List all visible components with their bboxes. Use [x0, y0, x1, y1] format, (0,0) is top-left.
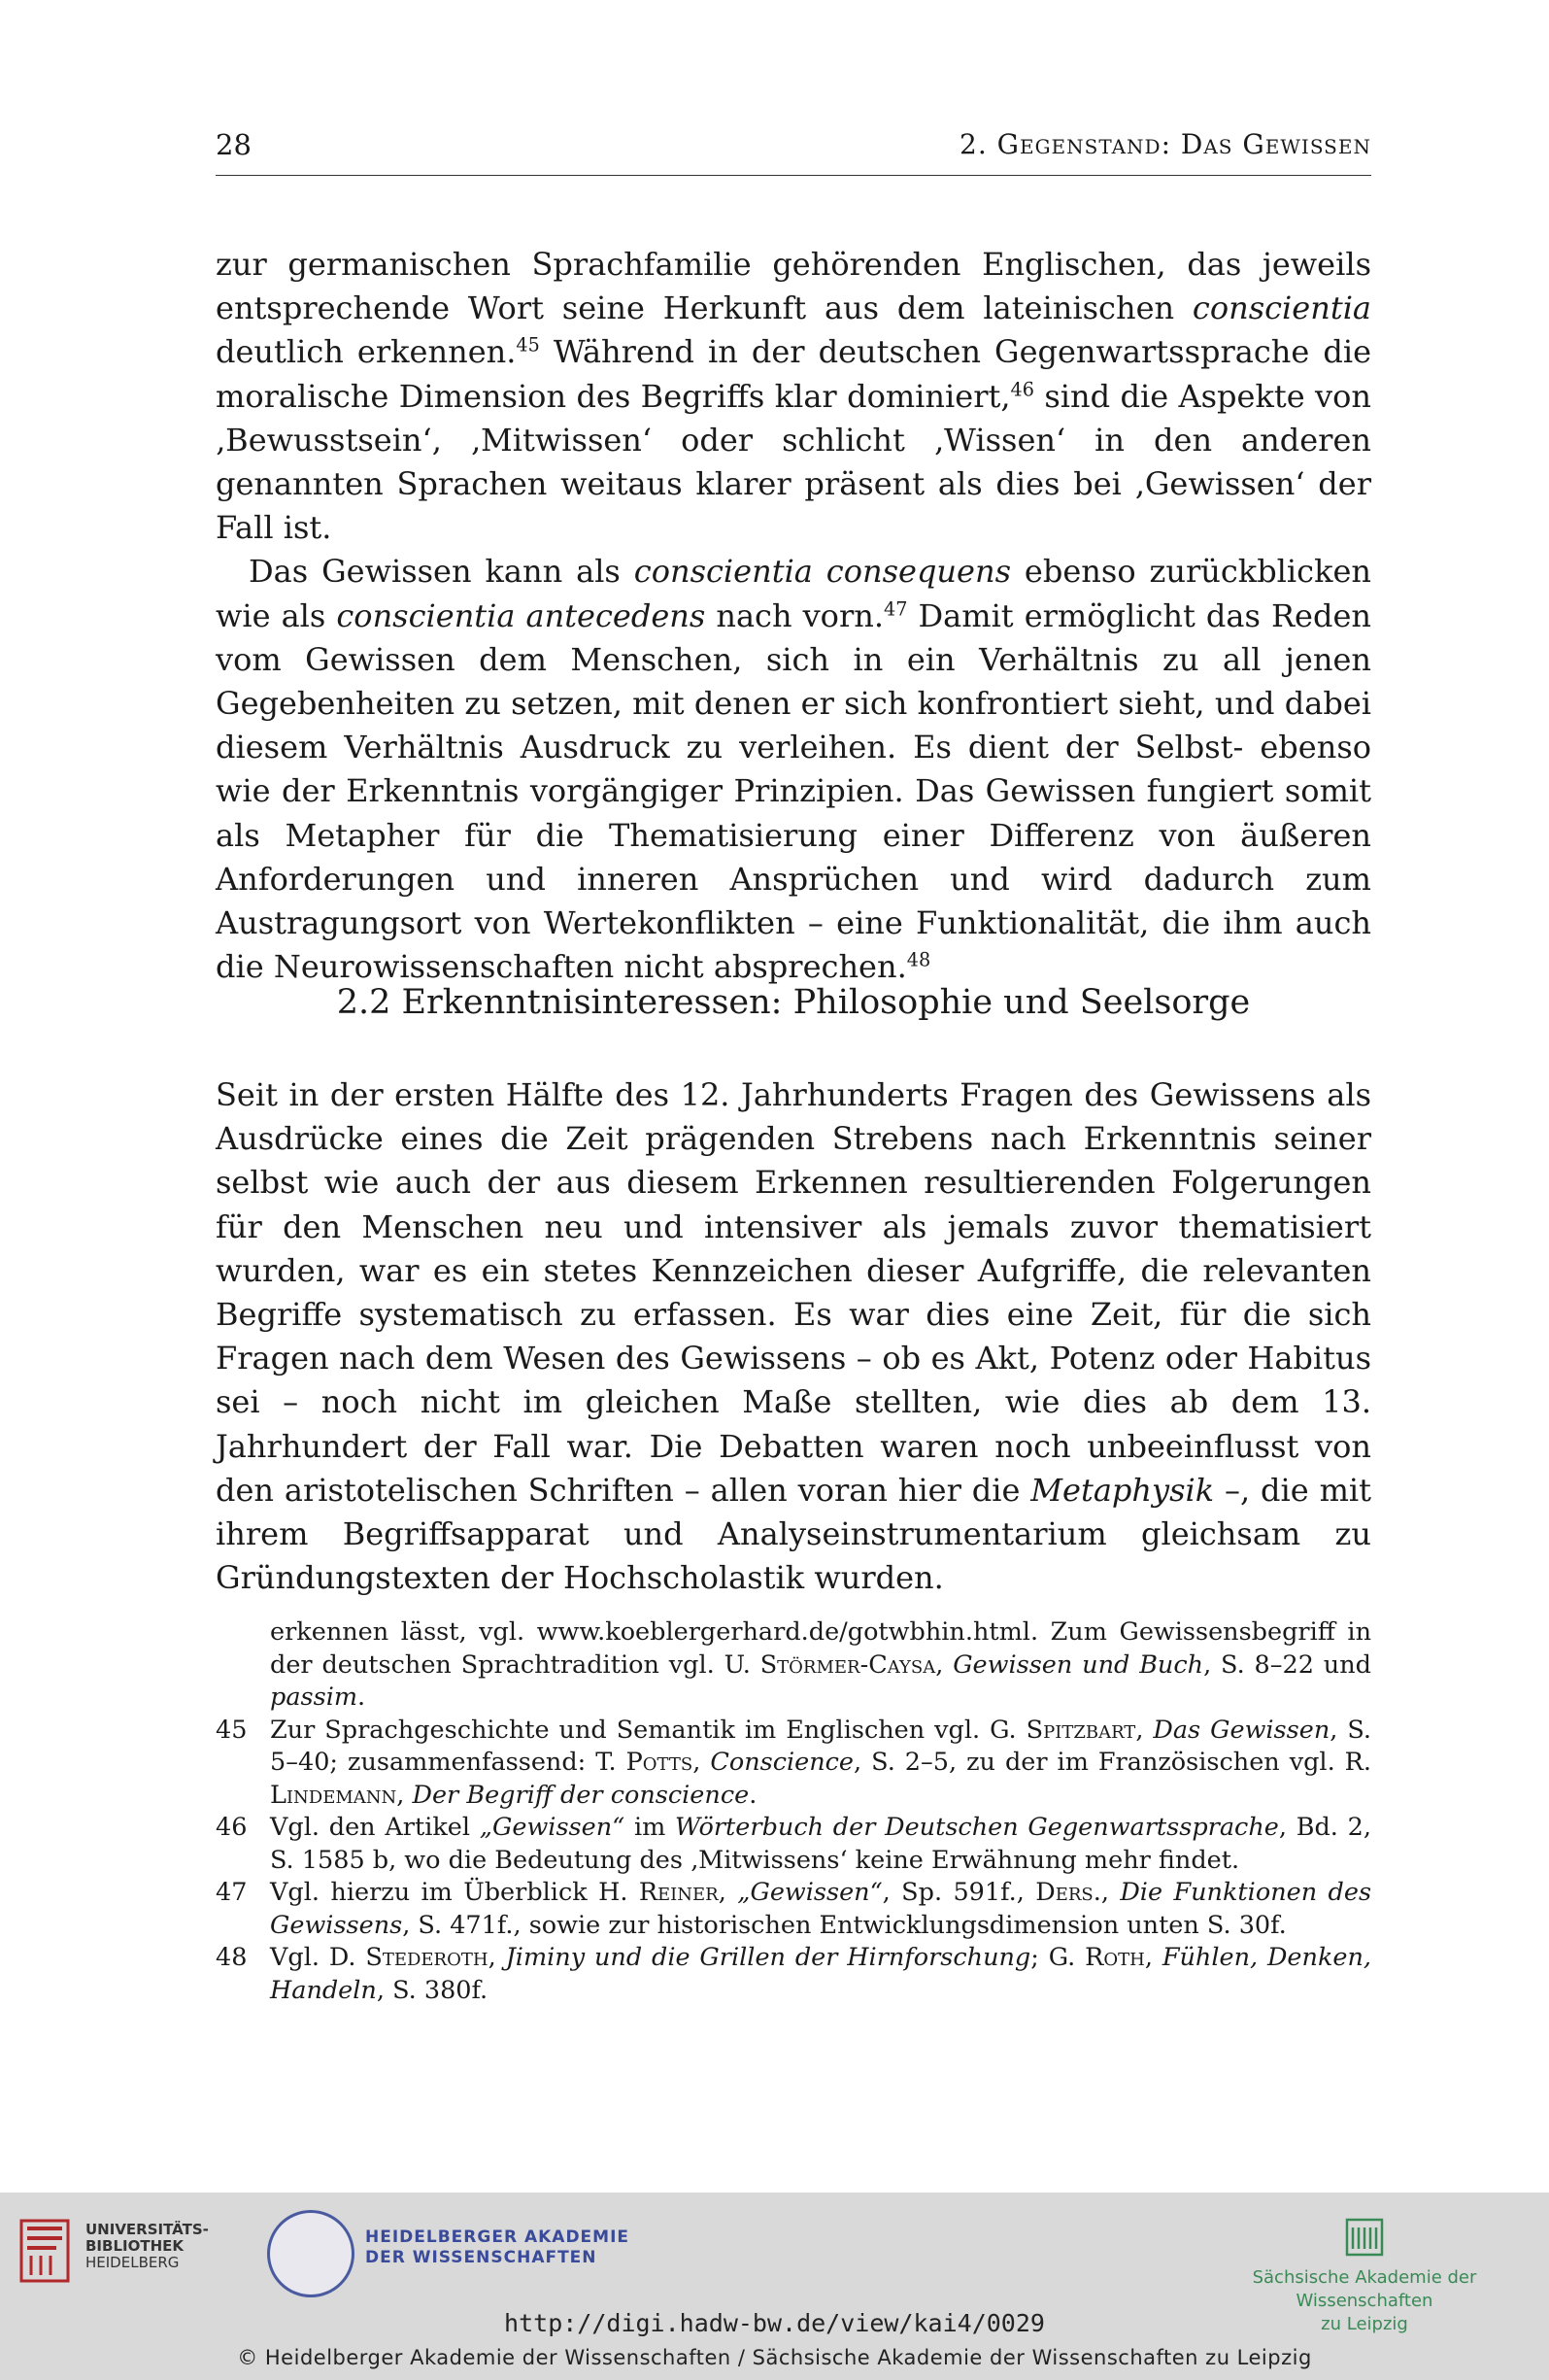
hadw-label: HEIDELBERGER AKADEMIE DER WISSENSCHAFTEN [365, 2227, 630, 2267]
paragraph-3: Seit in der ersten Hälfte des 12. Jahrhunderts Fragen des Gewissens als Ausdrücke eines die Zeit prägenden Strebens nach Erkenntnis seiner selbst wie auch der aus diesem Erkennen resultierenden Folgerungen für den Menschen neu und intensiver als jemals zuvor thematisiert wurden, war es ein stetes Kennzeichen dieser Aufgriffe, die relevanten Begriffe systematisch zu erfassen. Es war dies eine Zeit, für die sich Fragen nach dem Wesen des Gewissens – ob es Akt, Potenz oder Habitus sei – noch nicht im gleichen Maße stellten, wie dies ab dem 13. Jahrhundert der Fall war. Die Debatten waren noch unbeeinflusst von den aristotelischen Schriften – allen voran hier die Metaphysik –, die mit ihrem Begriffsapparat und Analyseinstrumentarium gleichsam zu Gründungstexten der Hochscholastik wurden. [216, 1076, 1372, 1597]
footnotes [216, 1616, 1371, 2007]
copyright-notice: © Heidelberger Akademie der Wissenschaften / Sächsische Akademie der Wissenschaften zu Leipzig [237, 2346, 1312, 2369]
ub-heidelberg-label: UNIVERSITÄTS- BIBLIOTHEK HEIDELBERG [85, 2221, 209, 2271]
hadw-seal-icon[interactable] [267, 2210, 354, 2297]
footnote-continuation: erkennen lässt, vgl. www.koeblergerhard.de/gotwbhin.html. Zum Gewissensbegriff in der deutschen Sprachtradition vgl. U. Störmer-Caysa, Gewissen und Buch, S. 8–22 und passim. [270, 1617, 1371, 1712]
section-heading: 2.2 Erkenntnisinteressen: Philosophie und Seelsorge [336, 983, 1251, 1022]
footnote-46: 46 Vgl. den Artikel „Gewissen“ im Wörterbuch der Deutschen Gegenwartssprache, Bd. 2, S. 1585 b, wo die Bedeutung des ‚Mitwissens‘ keine Erwähnung mehr findet. [216, 1813, 1371, 1875]
ub-heidelberg-logo-icon[interactable] [17, 2217, 72, 2285]
body-text-top [216, 243, 1371, 989]
body-text-bottom [216, 1073, 1371, 1600]
footnote-ref-47[interactable]: 47 [884, 596, 908, 620]
paragraph-1: zur germanischen Sprachfamilie gehörenden Englischen, das jeweils entsprechende Wort seine Herkunft aus dem lateinischen conscientia deutlich erkennen.$^{45}$ Während in der deutschen Gegenwartssprache die moralische Dimension des Begriffs klar dominiert,$^{46}$ sind die Aspekte von ‚Bewusstsein‘, ‚Mitwissen‘ oder schlicht ‚Wissen‘ in den anderen genannten Sprachen weitaus klarer präsent als dies bei ‚Gewissen‘ der Fall ist. [216, 246, 1372, 547]
page-header [216, 128, 1371, 176]
footnote-ref-48[interactable]: 48 [906, 948, 931, 971]
page-number: 28 [216, 128, 252, 161]
permalink-url[interactable]: http://digi.hadw-bw.de/view/kai4/0029 [504, 2309, 1045, 2337]
footnote-48: 48 Vgl. D. Stederoth, Jiminy und die Grillen der Hirnforschung; G. Roth, Fühlen, Denken, Handeln, S. 380f. [216, 1943, 1372, 2005]
saw-leipzig-logo-icon[interactable] [1345, 2216, 1384, 2259]
footnote-ref-46[interactable]: 46 [1010, 377, 1034, 400]
footnote-45: 45 Zur Sprachgeschichte und Semantik im Englischen vgl. G. Spitzbart, Das Gewissen, S. 5–40; zusammenfassend: T. Potts, Conscience, S. 2–5, zu der im Französischen vgl. R. Lindemann, Der Begriff der conscience. [216, 1715, 1371, 1810]
digitization-footer [0, 2193, 1549, 2380]
footnote-47: 47 Vgl. hierzu im Überblick H. Reiner, „Gewissen“, Sp. 591f., Ders., Die Funktionen des Gewissens, S. 471f., sowie zur historischen Entwicklungsdimension unten S. 30f. [216, 1878, 1372, 1940]
paragraph-2: Das Gewissen kann als conscientia consequens ebenso zurückblicken wie als conscientia antecedens nach vorn.$^{47}$ Damit ermöglicht das Reden vom Gewissen dem Menschen, sich in ein Verhältnis zu all jenen Gegebenheiten zu setzen, mit denen er sich konfrontiert sieht, und dabei diesem Verhältnis Ausdruck zu verleihen. Es dient der Selbst- ebenso wie der Erkenntnis vorgängiger Prinzipien. Das Gewissen fungiert somit als Metapher für die Thematisierung einer Differenz von äußeren Anforderungen und inneren Ansprüchen und wird dadurch zum Austragungsort von Wertekonflikten – eine Funktionalität, die ihm auch die Neurowissenschaften nicht absprechen.$^{48}$ [216, 553, 1372, 986]
running-head: 2. Gegenstand: Das Gewissen [960, 128, 1371, 160]
saw-leipzig-label: Sächsische Akademie der Wissenschaften zu Leipzig [1252, 2267, 1477, 2334]
footnote-ref-45[interactable]: 45 [516, 333, 540, 357]
